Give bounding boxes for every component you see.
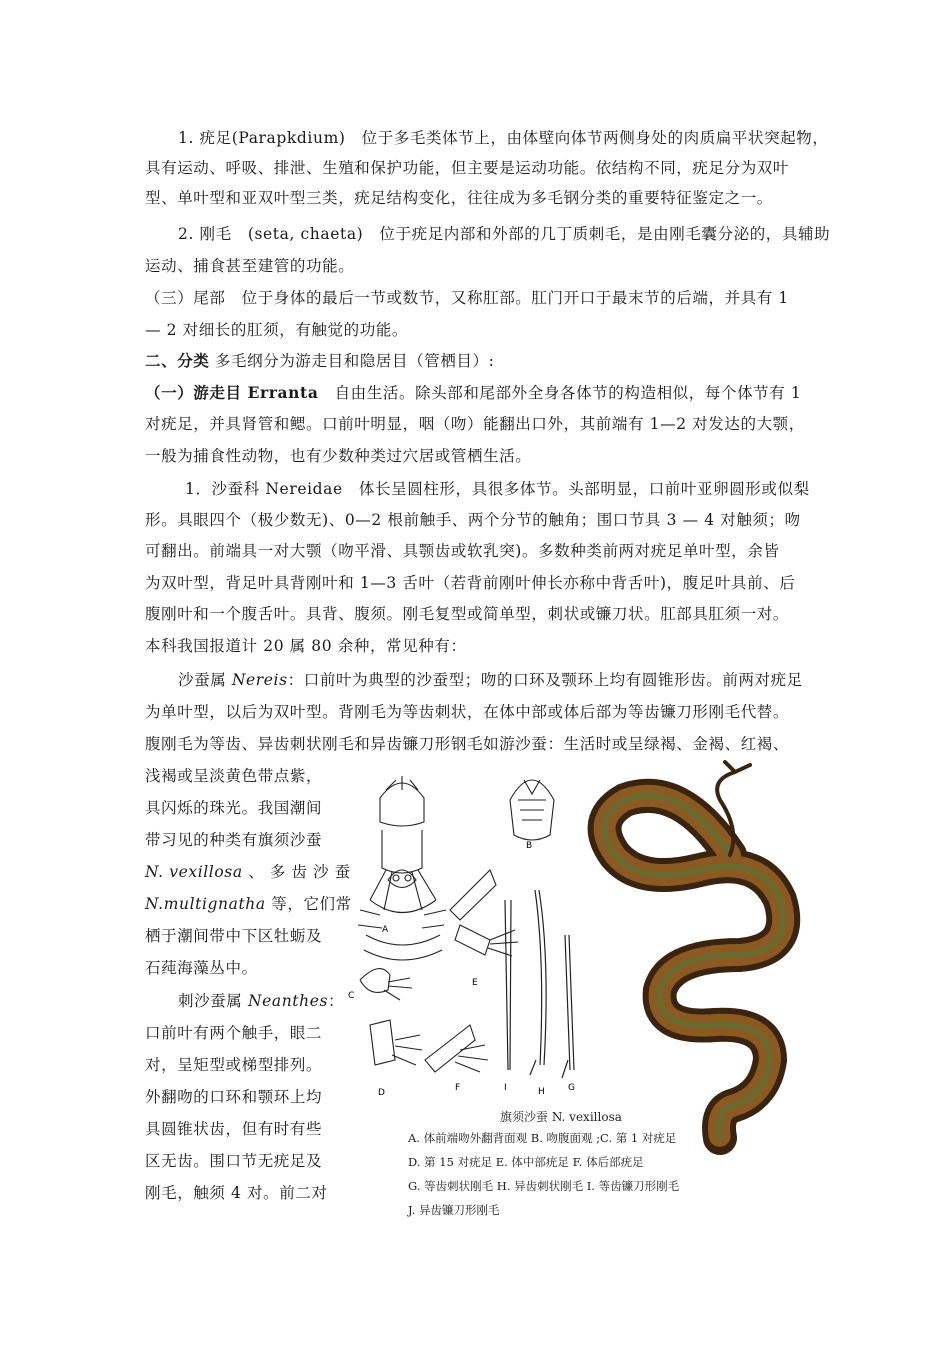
side-line-14: 刚毛，触须 4 对。前二对 bbox=[145, 1184, 328, 1202]
nereis-text: ：口前叶为典型的沙蚕型；吻的口环及颚环上均有圆锥形齿。前两对疣足 bbox=[287, 671, 803, 689]
nereidae-line-1: 1．沙蚕科 Nereidae 体长呈圆柱形，具很多体节。头部明显，口前叶亚卵圆形或似梨 bbox=[185, 480, 810, 498]
nereis-line-3: 腹刚毛为等齿、异齿刺状刚毛和异齿镰刀形钢毛如游沙蚕：生活时或呈绿褐、金褐、红褐、 bbox=[145, 735, 790, 753]
section-classification bbox=[145, 351, 494, 371]
fig-label-e: E bbox=[472, 978, 478, 988]
errantia-line-1 bbox=[145, 383, 801, 403]
side-line-5-text: 等，它们常 bbox=[265, 895, 352, 913]
figure-caption-4: J. 异齿镰刀形刚毛 bbox=[408, 1203, 500, 1217]
fig-label-i: I bbox=[504, 1083, 507, 1093]
neanthes-colon: ： bbox=[328, 992, 345, 1010]
side-line-12: 具圆锥状齿，但有时有些 bbox=[145, 1120, 323, 1138]
fig-label-c: C bbox=[348, 991, 355, 1001]
figure-nereis-vexillosa bbox=[340, 760, 810, 1225]
errantia-line-3: 一般为捕食性动物，也有少数种类过穴居或管栖生活。 bbox=[145, 447, 532, 465]
fig-label-h: H bbox=[538, 1087, 545, 1097]
drawing-chaetae bbox=[505, 890, 574, 1078]
nereis-genus-name: Nereis bbox=[231, 671, 288, 689]
worm-photo bbox=[605, 762, 784, 1138]
side-line-4-text: 、 多 齿 沙 蚕 bbox=[242, 863, 351, 881]
drawing-b-proboscis bbox=[510, 780, 554, 840]
side-line-2: 具闪烁的珠光。我国潮间 bbox=[145, 799, 323, 817]
side-line-13: 区无齿。围口节无疣足及 bbox=[145, 1152, 323, 1170]
figure-title: 旗须沙蚕 N. vexillosa bbox=[500, 1110, 622, 1124]
side-line-9: 口前叶有两个触手，眼二 bbox=[145, 1024, 323, 1042]
para-tail-2: — 2 对细长的肛须，有触觉的功能。 bbox=[145, 321, 409, 339]
nereidae-line-5: 腹刚叶和一个腹舌叶。具背、腹须。刚毛复型或简单型，刺状或镰刀状。肛部具肛须一对。 bbox=[145, 605, 790, 623]
para-chaeta-1: 2. 刚毛 (seta, chaeta) 位于疣足内部和外部的几丁质刺毛，是由刚毛囊分泌的，具辅助 bbox=[178, 225, 831, 243]
drawing-e-midbody-parapodium bbox=[450, 870, 518, 956]
figure-caption-1: A. 体前端吻外翻背面观 B. 吻腹面观 ;C. 第 1 对疣足 bbox=[408, 1131, 677, 1145]
errantia-heading: （一）游走目 Erranta bbox=[145, 383, 319, 402]
side-line-11: 外翻吻的口环和颚环上均 bbox=[145, 1088, 323, 1106]
neanthes-label: 刺沙蚕属 bbox=[178, 992, 248, 1010]
drawing-f-posterior-parapodium bbox=[425, 1025, 488, 1072]
nereidae-line-4: 为双叶型，背足叶具背刚叶和 1—3 舌叶（若背前刚叶伸长亦称中背舌叶)，腹足叶具前、后 bbox=[145, 574, 796, 592]
nereis-genus-label: 沙蚕属 bbox=[178, 671, 232, 689]
species-multignatha: N.multignatha bbox=[145, 895, 266, 913]
section-heading: 二、分类 bbox=[145, 351, 210, 370]
side-line-10: 对，呈矩型或梯型排列。 bbox=[145, 1056, 323, 1074]
fig-label-f: F bbox=[455, 1083, 461, 1093]
drawing-a-anterior-end bbox=[358, 776, 446, 960]
side-line-4 bbox=[145, 862, 351, 882]
neanthes-genus: Neanthes bbox=[247, 992, 329, 1010]
para-parapodia-3: 型、单叶型和亚双叶型三类，疣足结构变化，往往成为多毛钢分类的重要特征鉴定之一。 bbox=[145, 189, 773, 207]
nereidae-line-2: 形。具眼四个（极少数无)、0—2 根前触手、两个分节的触角；围口节具 3 — 4 对触须；吻 bbox=[145, 511, 801, 529]
neanthes-line bbox=[178, 991, 344, 1011]
para-parapodia-2: 具有运动、呼吸、排泄、生殖和保护功能，但主要是运动功能。依结构不同，疣足分为双叶 bbox=[145, 159, 790, 177]
fig-label-g: G bbox=[568, 1083, 575, 1093]
side-line-7: 石莼海藻丛中。 bbox=[145, 959, 258, 977]
fig-label-d: D bbox=[378, 1088, 385, 1098]
figure-caption-2: D. 第 15 对疣足 E. 体中部疣足 F. 体后部疣足 bbox=[408, 1155, 644, 1169]
errantia-line-2: 对疣足，并具肾管和鳃。口前叶明显，咽（吻）能翻出口外，其前端有 1—2 对发达的大颚， bbox=[145, 415, 805, 433]
side-line-1: 浅褐或呈淡黄色带点紫， bbox=[145, 767, 323, 785]
drawing-c-first-parapodium bbox=[360, 969, 412, 1000]
para-parapodia-1: 1. 疣足(Parapkdium) 位于多毛类体节上，由体壁向体节两侧身处的肉质扁平状突起物， bbox=[178, 129, 829, 147]
side-line-3: 带习见的种类有旗须沙蚕 bbox=[145, 831, 323, 849]
side-line-6: 栖于潮间带中下区牡蛎及 bbox=[145, 927, 323, 945]
side-line-5 bbox=[145, 894, 352, 914]
nereidae-line-3: 可翻出。前端具一对大颚（吻平滑、具颚齿或软乳突)。多数种类前两对疣足单叶型，余皆 bbox=[145, 542, 780, 560]
drawing-d-parapodium bbox=[370, 1020, 422, 1065]
para-tail-1: （三）尾部 位于身体的最后一节或数节，又称肛部。肛门开口于最末节的后端，并具有 1 bbox=[145, 289, 789, 307]
para-chaeta-2: 运动、捕食甚至建管的功能。 bbox=[145, 257, 355, 275]
nereis-line-2: 为单叶型，以后为双叶型。背刚毛为等齿刺状，在体中部或体后部为等齿镰刀形刚毛代替。 bbox=[145, 703, 790, 721]
errantia-text-1: 自由生活。除头部和尾部外全身各体节的构造相似，每个体节有 1 bbox=[318, 384, 802, 402]
section-text: 多毛纲分为游走目和隐居目（管栖目）: bbox=[209, 352, 495, 370]
species-vexillosa: N. vexillosa bbox=[145, 863, 243, 881]
fig-label-b: B bbox=[526, 841, 533, 851]
figure-caption-3: G. 等齿刺状刚毛 H. 异齿刺状刚毛 I. 等齿镰刀形刚毛 bbox=[408, 1179, 680, 1193]
fig-label-a: A bbox=[382, 925, 389, 935]
nereidae-line-6: 本科我国报道计 20 属 80 余种，常见种有： bbox=[145, 637, 467, 655]
nereis-line-1 bbox=[178, 670, 803, 690]
